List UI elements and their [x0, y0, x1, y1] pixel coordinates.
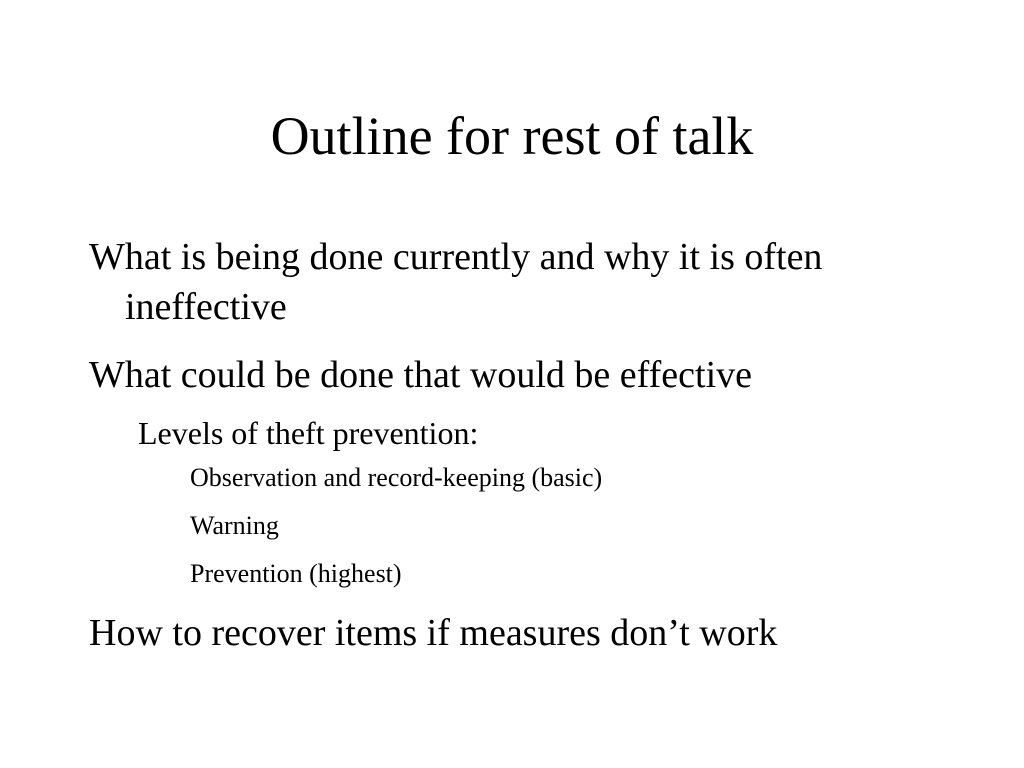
bullet-recovery: How to recover items if measures don’t work [89, 612, 778, 654]
bullet-effective-measures: What could be done that would be effective [89, 354, 752, 396]
sub-bullet-levels: Levels of theft prevention: [138, 415, 479, 451]
level-prevention: Prevention (highest) [190, 559, 402, 588]
level-observation: Observation and record-keeping (basic) [190, 463, 603, 492]
slide-title: Outline for rest of talk [270, 106, 754, 166]
slide-body [89, 232, 909, 676]
level-warning: Warning [190, 511, 279, 540]
bullet-current-efforts: What is being done currently and why it is often ineffective [89, 236, 823, 328]
